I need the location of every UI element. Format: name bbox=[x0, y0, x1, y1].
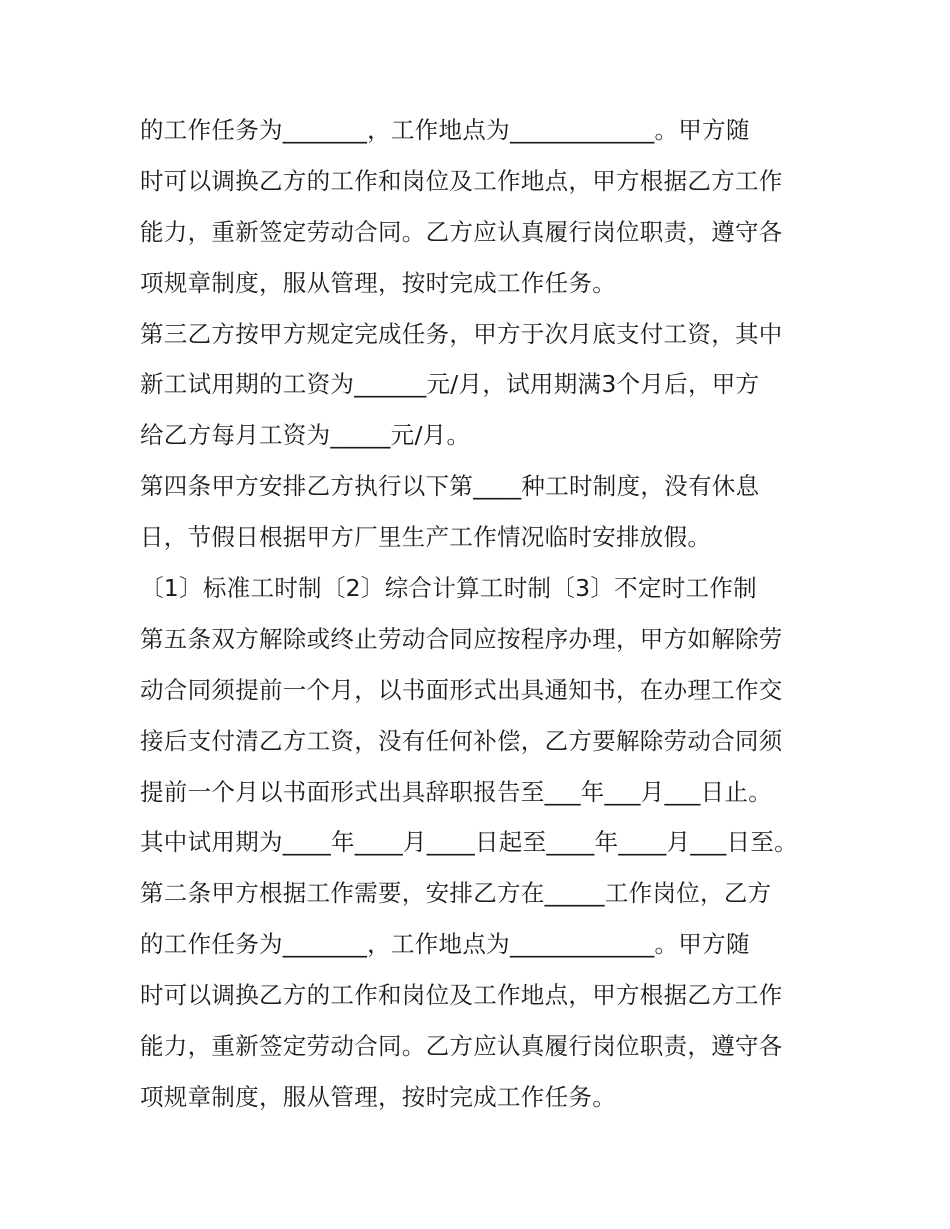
text-line: 能力，重新签定劳动合同。乙方应认真履行岗位职责，遵守各 bbox=[140, 1032, 783, 1061]
text-line: 的工作任务为_______，工作地点为____________。甲方随 bbox=[140, 116, 750, 144]
text-line: 能力，重新签定劳动合同。乙方应认真履行岗位职责，遵守各 bbox=[140, 217, 783, 246]
text-line: 〔1〕标准工时制〔2〕综合计算工时制〔3〕不定时工作制 bbox=[140, 574, 757, 603]
text-line: 第四条甲方安排乙方执行以下第____种工时制度，没有休息 bbox=[140, 472, 760, 501]
text-line: 第三乙方按甲方规定完成任务，甲方于次月底支付工资，其中 bbox=[140, 319, 783, 348]
text-line: 第二条甲方根据工作需要，安排乙方在_____工作岗位，乙方 bbox=[140, 879, 772, 908]
text-line: 第五条双方解除或终止劳动合同应按程序办理，甲方如解除劳 bbox=[140, 624, 783, 653]
text-line: 日，节假日根据甲方厂里生产工作情况临时安排放假。 bbox=[140, 523, 712, 552]
contract-text-body bbox=[140, 105, 830, 1123]
text-line: 项规章制度，服从管理，按时完成工作任务。 bbox=[140, 268, 616, 297]
text-line: 动合同须提前一个月，以书面形式出具通知书，在办理工作交 bbox=[140, 675, 783, 704]
text-line: 其中试用期为____年____月____日起至____年____月___日至。 bbox=[140, 828, 798, 857]
text-line: 时可以调换乙方的工作和岗位及工作地点，甲方根据乙方工作 bbox=[140, 166, 783, 195]
text-line: 新工试用期的工资为______元/月，试用期满3个月后，甲方 bbox=[140, 370, 760, 399]
text-line: 的工作任务为_______，工作地点为____________。甲方随 bbox=[140, 930, 750, 959]
text-line: 提前一个月以书面形式出具辞职报告至___年___月___日止。 bbox=[140, 777, 773, 806]
text-line: 时可以调换乙方的工作和岗位及工作地点，甲方根据乙方工作 bbox=[140, 981, 783, 1010]
text-line: 接后支付清乙方工资，没有任何补偿，乙方要解除劳动合同须 bbox=[140, 726, 783, 755]
text-line: 给乙方每月工资为_____元/月。 bbox=[140, 421, 471, 450]
text-line: 项规章制度，服从管理，按时完成工作任务。 bbox=[140, 1082, 616, 1111]
